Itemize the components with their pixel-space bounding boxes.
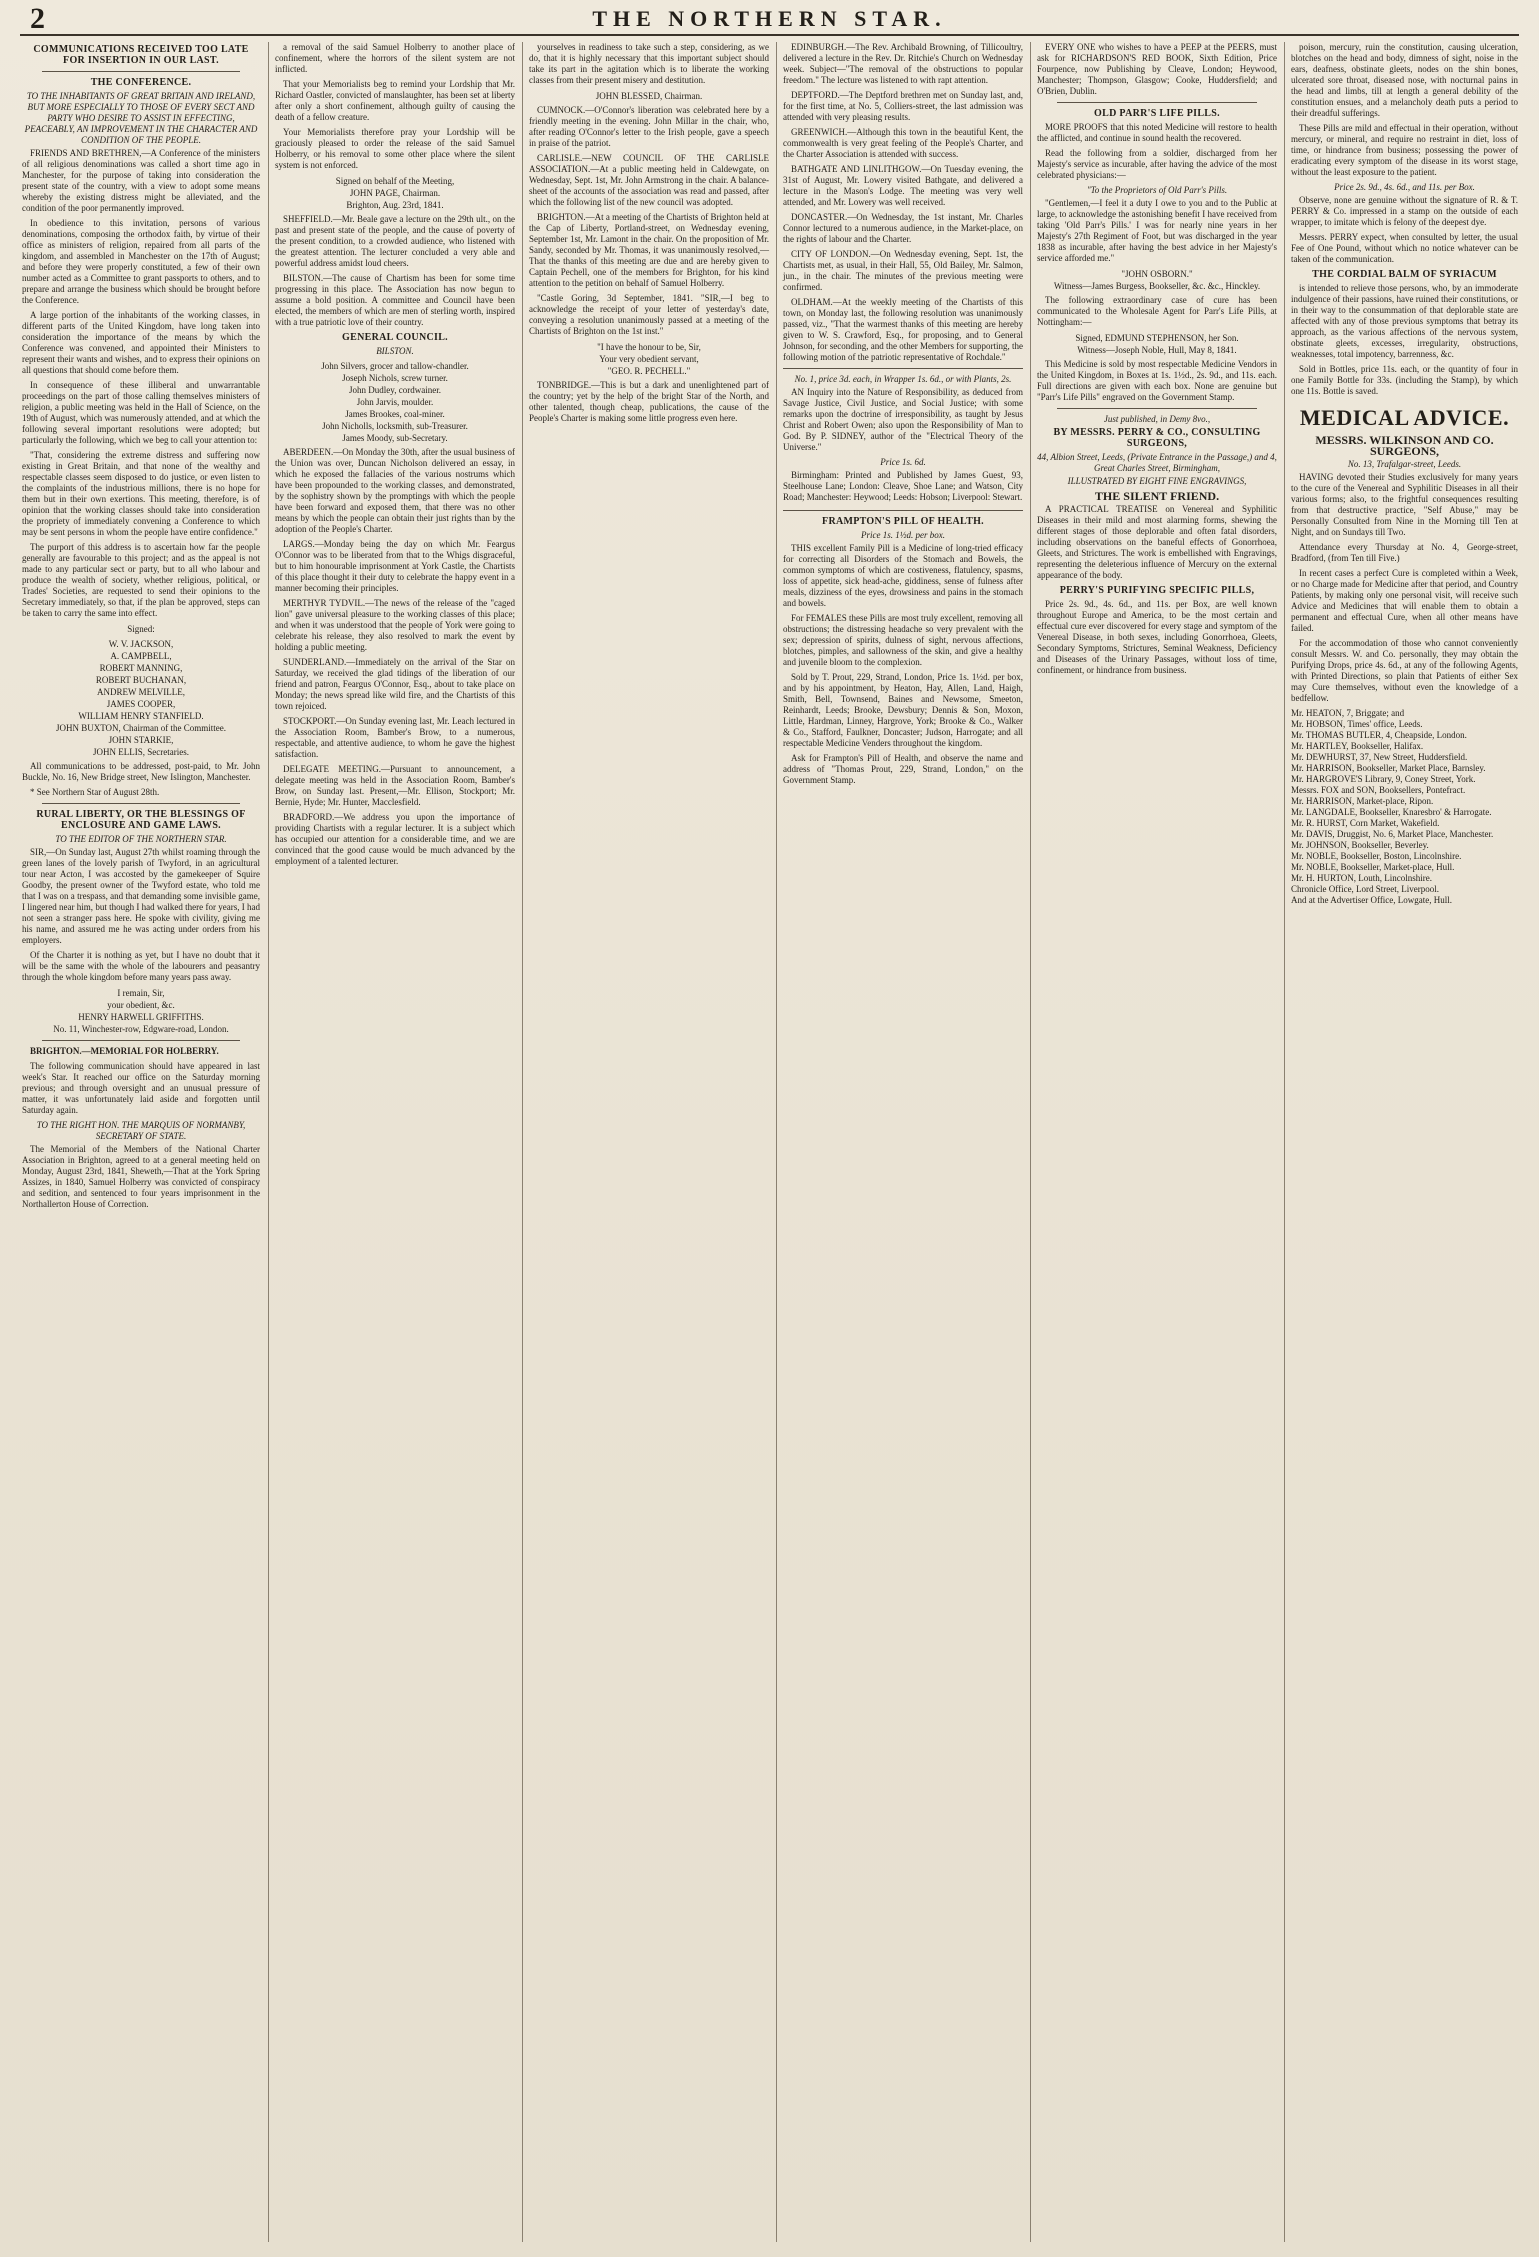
conference-address: TO THE INHABITANTS OF GREAT BRITAIN AND IRELAND, BUT MORE ESPECIALLY TO THOSE OF EVERY SECT AND PARTY WHO DESIRE TO ASSIST IN EFFECTING, PEACEABLY, AN IMPROVEMENT IN THE CHARACTER AND CONDITION OF THE PEOPLE.: [24, 91, 258, 145]
report-delegate-meeting: DELEGATE MEETING.—Pursuant to announcement, a delegate meeting was held in the Association Room, Bamber's Brow, on Sunday last. Present,—Mr. Ellison, Stockport; Mr. Bernie, Hyde; Mr. Hunter, Macclesfield.: [275, 764, 515, 807]
column-1: [22, 42, 266, 2242]
report-carlisle: CARLISLE.—NEW COUNCIL OF THE CARLISLE ASSOCIATION.—At a public meeting held in Caldewgate, on Wednesday, Sept. 1st, Mr. John Armstrong in the chair. A balance-sheet of the accounts of the association was read and passed, after which the following list of the new council was adopted.: [529, 153, 769, 207]
perry-price-line: Price 2s. 9d., 4s. 6d., and 11s. per Box.: [1334, 182, 1475, 192]
pechell-signature: "I have the honour to be, Sir, Your very obedient servant, "GEO. R. PECHELL.": [597, 342, 701, 376]
medical-advice-heading: MEDICAL ADVICE.: [1299, 405, 1510, 430]
cordial-balm-heading: THE CORDIAL BALM OF SYRIACUM: [1312, 269, 1497, 280]
specific-pills-heading: PERRY'S PURIFYING SPECIFIC PILLS,: [1059, 585, 1255, 596]
parr-testimonial: "Gentlemen,—I feel it a duty I owe to you and to the Public at large, to acknowledge the astonishing benefit I have received from taking 'Old Parr's Pills.' I was for nearly nine years in her Majesty's 27th Regiment of Foot, but was discharged in the year 1838 as incurable, after having the best advice in her Majesty's service afforded me.": [1037, 198, 1277, 263]
footnote: * See Northern Star of August 28th.: [30, 787, 160, 797]
book-ad-price: No. 1, price 3d. each, in Wrapper 1s. 6d., or with Plants, 2s.: [794, 374, 1012, 384]
perry-illustrated: ILLUSTRATED BY EIGHT FINE ENGRAVINGS,: [1067, 476, 1247, 486]
article-paragraph: A large portion of the inhabitants of the working classes, in different parts of the United Kingdom, have long taken into consideration the importance of the means by which the Conference was convened, and appointed their Ministers to represent their wants and wishes, and to express their opinions on all questions that should come before them.: [22, 310, 260, 375]
wilkinson-paragraph: HAVING devoted their Studies exclusively for many years to the cure of the Venereal and Syphilitic Diseases in all their various forms; also, to the frightful consequences resulting from that destructive practice, "Self Abuse," may be Personally Consulted from Nine in the Morning till Ten at Night, and on Sundays till Two.: [1291, 472, 1518, 537]
perry-address: 44, Albion Street, Leeds, (Private Entrance in the Passage,) and 4, Great Charles Street, Birmingham,: [1037, 452, 1277, 473]
column-3: [522, 42, 775, 2242]
article-paragraph: In obedience to this invitation, persons of various denominations, composing the orthodox faith, by virtue of their office as ministers of religion, repaired from all parts of the kingdom, and assembled in Manchester on the 17th of August; and before they were properly constituted, a few of their own number acted as a Committee to grant passports to others, and to prepare and arrange the business which should be brought before the Conference.: [22, 218, 260, 305]
masthead: [20, 2, 1519, 36]
council-place: BILSTON.: [376, 346, 414, 356]
parr-paragraph: MORE PROOFS that this noted Medicine will restore to health the afflicted, and continue in sound health the recovered.: [1037, 122, 1277, 143]
red-book-advertisement: EVERY ONE who wishes to have a PEEP at the PEERS, must ask for RICHARDSON'S RED BOOK, Sixth Edition, Price Fourpence, now Publishing by Cleave, London; Heywood, Manchester; Thompson, Glasgow; Cooke, Huddersfield; and O'Brien, Dublin.: [1037, 42, 1277, 96]
wilkinson-paragraph: Attendance every Thursday at No. 4, George-street, Bradford, (from Ten till Five.): [1291, 542, 1518, 563]
frampton-paragraph: THIS excellent Family Pill is a Medicine of long-tried efficacy for correcting all Disorders of the Stomach and Bowels, the common symptoms of which are costiveness, flatulency, spasms, loss of appetite, sick head-ache, giddiness, sense of fulness after meals, dizziness of the eyes, drowsiness and pains in the stomach and bowels.: [783, 543, 1023, 608]
report-bilston: BILSTON.—The cause of Chartism has been for some time progressing in this place. The Association has now begun to assume a bold position. A committee and Council have been elected, the members of which are men of sterling worth, inspired with a true patriotic love of their country.: [275, 273, 515, 327]
article-paragraph: BRIGHTON.—MEMORIAL FOR HOLBERRY.: [30, 1046, 219, 1056]
pechell-letter: "Castle Goring, 3d September, 1841. "SIR,—I beg to acknowledge the receipt of your letter of yesterday's date, conveying a resolution unanimously passed at a meeting of the Chartists of Brighton on the 1st inst.": [529, 293, 769, 336]
rural-heading: RURAL LIBERTY, OR THE BLESSINGS OF ENCLOSURE AND GAME LAWS.: [36, 809, 246, 831]
memorial-address: TO THE RIGHT HON. THE MARQUIS OF NORMANBY, SECRETARY OF STATE.: [36, 1120, 246, 1141]
article-paragraph: The purport of this address is to ascertain how far the people generally are favourable to this project; and as the appeal is not made to any particular sect or party, but to all who labour and produce the wealth of society, whether religious, political, or Trades' Societies, are requested to send their opinions to the Secretary immediately, so that, if the plan be approved, steps can be taken to carry the same into effect.: [22, 542, 260, 618]
silent-friend-paragraph: A PRACTICAL TREATISE on Venereal and Syphilitic Diseases in their mild and most alarming forms, shewing the different stages of those deplorable and often fatal disorders, including observations on the baneful effects of Gonorrhoea, Gleets, and Strictures. The work is embellished with Engravings, representing the deleterious influence of Mercury on the external appearance of the body.: [1037, 504, 1277, 580]
report-bradford: BRADFORD.—We address you upon the importance of providing Chartists with a regular lecturer. It is a subject which has occupied our attention for a considerable time, and we are convinced that the good cause would be much advanced by the employment of a talented lecturer.: [275, 812, 515, 866]
frampton-price: Price 1s. 1½d. per box.: [861, 530, 945, 540]
article-paragraph: Of the Charter it is nothing as yet, but I have no doubt that it will be the same with the whole of the labourers and peasantry through the whole kingdom before many years pass away.: [22, 950, 260, 982]
report-sheffield: SHEFFIELD.—Mr. Beale gave a lecture on the 29th ult., on the past and present state of the people, and the cause of poverty of the present condition, to a crowded audience, who listened with the greatest attention. The lecturer concluded a very able and powerful address amidst loud cheers.: [275, 214, 515, 268]
report-deptford: DEPTFORD.—The Deptford brethren met on Sunday last, and, for the first time, at No. 5, Colliers-street, the last admission was attended with very pleasing results.: [783, 90, 1023, 122]
cordial-balm-paragraph: is intended to relieve those persons, who, by an immoderate indulgence of their passions, have ruined their constitutions, or in their way to the consummation of that deplorable state are affected with any of those previous symptoms that betray its approach, as the various affections of the nervous system, obstinate gleets, excesses, irregularity, obstructions, weaknesses, total impotency, barrenness, &c.: [1291, 283, 1518, 359]
rural-address: TO THE EDITOR OF THE NORTHERN STAR.: [55, 834, 227, 844]
perry-heading: BY MESSRS. PERRY & CO., CONSULTING SURGEONS,: [1053, 427, 1261, 449]
perry-continued: Observe, none are genuine without the signature of R. & T. PERRY & Co. impressed in a stamp on the outside of each wrapper, to imitate which is felony of the deepest dye.: [1291, 195, 1518, 227]
article-paragraph: SIR,—On Sunday last, August 27th whilst roaming through the green lanes of the lovely parish of Twyford, in an agricultural tour near Acton, I was accosted by the gamekeeper of Squire Goodby, the present owner of the Twyford estate, who told me that I was on a trespass, and that demanding some invisible game, I lingered near him, but though I had walked there for years, I had not seen a stranger pass here. He spoke with civility, giving me his name, and assured me he was acting under orders from his employers.: [22, 847, 260, 945]
frampton-paragraph: Sold by T. Prout, 229, Strand, London, Price 1s. 1½d. per box, and by his appointment, by Heaton, Hay, Allen, Land, Haigh, Smith, Bell, Townsend, Baines and Newsome, Smeeton, Reinhardt, Leeds; Brooke, Dewsbury; Dennis & Son, Moxon, Little, Hardman, Linney, Hargrove, York; Brooke & Co., Walker & Co., Stafford, Faulkner, Doncaster; Judson, Harrogate; and all respectable Medicine Venders throughout the kingdom.: [783, 672, 1023, 748]
council-list: John Silvers, grocer and tallow-chandler. Joseph Nichols, screw turner. John Dudley, cordwainer. John Jarvis, moulder. James Brookes, coal-miner. John Nicholls, locksmith, sub-Treasurer. James Moody, sub-Secretary.: [321, 361, 469, 443]
report-doncaster: DONCASTER.—On Wednesday, the 1st instant, Mr. Charles Connor lectured to a numerous audience, in the Market-place, on the rights of labour and the Charter.: [783, 212, 1023, 244]
report-aberdeen: ABERDEEN.—On Monday the 30th, after the usual business of the Union was over, Duncan Nicholson delivered an essay, in which he exposed the fallacies of the various nostrums which have been propounded to the working classes, and demonstrated, by the sophistry shown by the promptings with which the people have been forward and exposed them, that there was no other means by which the people can obtain their just rights than by the adoption of the People's Charter.: [275, 447, 515, 534]
chairman-signature: JOHN BLESSED, Chairman.: [595, 91, 703, 101]
report-tonbridge: TONBRIDGE.—This is but a dark and unenlightened part of the country; yet by the help of the bright Star of the North, and other talented, though cheap, publications, the cause of the People's Charter is making some little progress even here.: [529, 380, 769, 423]
parr-address: "To the Proprietors of Old Parr's Pills.: [1086, 185, 1228, 195]
book-imprint: Birmingham: Printed and Published by James Guest, 93, Steelhouse Lane; London: Cleave, Shoe Lane; and Watson, City Road; Manchester: Heywood; Leeds: Hobson; Liverpool: Stewart.: [783, 470, 1023, 502]
report-merthyr: MERTHYR TYDVIL.—The news of the release of the "caged lion" gave universal pleasure to the working classes of this place; and when it was understood that the people of York were going to celebrate his release, they also resolved to mark the event by holding a public meeting.: [275, 598, 515, 652]
parr-heading: OLD PARR'S LIFE PILLS.: [1094, 108, 1220, 119]
perry-continued: Messrs. PERRY expect, when consulted by letter, the usual Fee of One Pound, without which no notice whatever can be taken of the communication.: [1291, 232, 1518, 264]
article-paragraph: yourselves in readiness to take such a step, considering, as we do, that it is highly necessary that this important subject should take its part in the agitation which is to liberate the working classes from their present misery and destitution.: [529, 42, 769, 85]
page-number: 2: [30, 2, 45, 35]
article-paragraph: That your Memorialists beg to remind your Lordship that Mr. Richard Oastler, convicted of manslaughter, has been set at liberty after only a short confinement, although guilty of causing the death of a fellow creature.: [275, 79, 515, 122]
report-london: CITY OF LONDON.—On Wednesday evening, Sept. 1st, the Chartists met, as usual, in their Hall, 55, Old Bailey, Mr. Salmon, jun., in the chair. The minutes of the previous meeting were confirmed.: [783, 249, 1023, 292]
report-brighton: BRIGHTON.—At a meeting of the Chartists of Brighton held at the Cap of Liberty, Portland-street, on Wednesday evening, September 1st, Mr. Lamont in the chair. On the proposition of Mr. Sandy, seconded by Mr. Thomas, it was unanimously resolved,—That the thanks of this meeting are due and are hereby given to Captain Pechell, one of the members for Brighton, for his kind attention to the petition on behalf of Samuel Holberry.: [529, 212, 769, 288]
signatories: W. V. JACKSON, A. CAMPBELL, ROBERT MANNING, ROBERT BUCHANAN, ANDREW MELVILLE, JAMES COOPER, WILLIAM HENRY STANFIELD. JOHN BUXTON, Chairman of the Committee. JOHN STARKIE, JOHN ELLIS, Secretaries.: [55, 639, 227, 757]
book-ad-text: AN Inquiry into the Nature of Responsibility, as deduced from Savage Justice, Civil Justice, and Social Justice; with some remarks upon the doctrine of irresponsibility, as taught by Jesus Christ and Robert Owen; also upon the Responsibility of Man to God. By P. SIDNEY, author of the "Electrical Theory of the Universe.": [783, 387, 1023, 452]
column-5: [1030, 42, 1283, 2242]
perry-continued: poison, mercury, ruin the constitution, causing ulceration, blotches on the head and body, dimness of sight, noise in the ears, deafness, obstinate gleets, nodes on the shin bones, ulcerated sore throat, diseased nose, with nocturnal pains in the head and limbs, till at length a general debility of the constitution ensues, and a melancholy death puts a period to their dreadful sufferings.: [1291, 42, 1518, 118]
wilkinson-address: No. 13, Trafalgar-street, Leeds.: [1347, 459, 1462, 469]
perry-continued: These Pills are mild and effectual in their operation, without mercury, or mineral, and require no restraint in diet, loss of time, or hindrance from business; possessing the power of eradicating every symptom of the disease in its worst stage, without the least exposure to the patient.: [1291, 123, 1518, 177]
parr-paragraph: The following extraordinary case of cure has been communicated to the Wholesale Agent for Parr's Life Pills, at Nottingham:—: [1037, 295, 1277, 327]
wilkinson-paragraph: In recent cases a perfect Cure is completed within a Week, or no Charge made for Medicine after that period, and Country Patients, by making only one personal visit, will receive such Advice and Medicines that will enable them to obtain a permanent and effectual Cure, when all other means have failed.: [1291, 568, 1518, 633]
divider: [42, 71, 240, 72]
report-stockport: STOCKPORT.—On Sunday evening last, Mr. Leach lectured in the Association Room, Bamber's Brow, to a numerous, respectable, and attentive audience, to whom he gave the highest satisfaction.: [275, 716, 515, 759]
specific-pills-paragraph: Price 2s. 9d., 4s. 6d., and 11s. per Box, are well known throughout Europe and America, to be the most certain and effectual cure ever discovered for every stage and symptom of the Venereal Disease, in both sexes, including Gonorrhoea, Gleets, Secondary Symptoms, Strictures, Seminal Weakness, Deficiency and Diseases of the Urinary Passages, without loss of time, confinement, or hindrance from business.: [1037, 599, 1277, 675]
paper-title: THE NORTHERN STAR.: [592, 6, 947, 31]
article-paragraph: The following communication should have appeared in last week's Star. It reached our office on the Saturday morning previous; and through oversight and an unusual pressure of matter, it was unfortunately laid aside and forgotten until Saturday again.: [22, 1061, 260, 1115]
frampton-paragraph: For FEMALES these Pills are most truly excellent, removing all obstructions; the distressing headache so very prevalent with the sex; depression of spirits, dulness of sight, nervous affections, blotches, pimples, and sallowness of the skin, and give a healthy and juvenile bloom to the complexion.: [783, 613, 1023, 667]
cordial-balm-paragraph: Sold in Bottles, price 11s. each, or the quantity of four in one Family Bottle for 33s. (including the Stamp), by which one 11s. Bottle is saved.: [1291, 364, 1518, 396]
report-oldham: OLDHAM.—At the weekly meeting of the Chartists of this town, on Monday last, the following resolution was unanimously passed, viz., "That the warmest thanks of this meeting are hereby given to W. S. Crawford, Esq., for proposing, and to General Johnson, for seconding, and the other Members for supporting, the following motion of the patriotic representative of Rochdale.": [783, 297, 1023, 362]
article-paragraph: The Memorial of the Members of the National Charter Association in Brighton, agreed to at a general meeting held on Monday, August 23rd, 1841, Sheweth,—That at the York Spring Assizes, in 1840, Samuel Holberry was convicted of conspiracy and sedition, and sentenced to four years imprisonment in the Northallerton House of Correction.: [22, 1144, 260, 1209]
frampton-heading: FRAMPTON'S PILL OF HEALTH.: [822, 516, 984, 527]
article-paragraph: a removal of the said Samuel Holberry to another place of confinement, where the horrors of the silent system are not inflicted.: [275, 42, 515, 74]
frampton-paragraph: Ask for Frampton's Pill of Health, and observe the name and address of "Thomas Prout, 229, Strand, London," on the Government Stamp.: [783, 753, 1023, 785]
column-2: [268, 42, 521, 2242]
report-cumnock: CUMNOCK.—O'Connor's liberation was celebrated here by a friendly meeting in the evening. John Millar in the chair, who, after reading O'Connor's letter to the Irish people, gave a speech in praise of the patriot.: [529, 105, 769, 148]
report-sunderland: SUNDERLAND.—Immediately on the arrival of the Star on Saturday, we received the glad tidings of the liberation of our friend and patron, Feargus O'Connor, Esq., about to take place on Monday; the news spread like wild fire, and the Chartists of this town rejoiced.: [275, 657, 515, 711]
report-bathgate: BATHGATE AND LINLITHGOW.—On Tuesday evening, the 31st of August, Mr. Lowery visited Bathgate, and delivered a lecture in the Mason's Lodge. The meeting was very well attended, and Mr. Lowery was well received.: [783, 164, 1023, 207]
column-6: [1284, 42, 1518, 2242]
columns: [22, 42, 1517, 2242]
wilkinson-paragraph: For the accommodation of those who cannot conveniently consult Messrs. W. and Co. personally, they may obtain the Purifying Drops, price 4s. 6d., at any of the following Agents, with Printed Directions, so plain that Patients of either Sex may Cure themselves, without even the knowledge of a bedfellow.: [1291, 638, 1518, 703]
divider: [42, 803, 240, 804]
wilkinson-heading: MESSRS. WILKINSON AND CO. SURGEONS,: [1315, 433, 1494, 458]
article-paragraph: FRIENDS AND BRETHREN,—A Conference of the ministers of all religious denominations was called a short time ago in Manchester, for the purpose of taking into consideration the present state of the country, with a view to adopt some means whereby the existing distress might be alleviated, and the condition of the poor permanently improved.: [22, 148, 260, 213]
silent-friend-heading: THE SILENT FRIEND.: [1094, 489, 1220, 503]
report-largs: LARGS.—Monday being the day on which Mr. Feargus O'Connor was to be liberated from that to the Whigs disgraceful, but to him honourable imprisonment at York Castle, the Chartists of this place thought it their duty to celebrate the happy event in a manner becoming their principles.: [275, 539, 515, 593]
divider: [1057, 408, 1257, 409]
memorial-signature: Signed on behalf of the Meeting, JOHN PAGE, Chairman. Brighton, Aug. 23rd, 1841.: [335, 176, 455, 210]
report-edinburgh: EDINBURGH.—The Rev. Archibald Browning, of Tillicoultry, delivered a lecture in the Rev. Dr. Ritchie's Church on Wednesday week. Subject—"The removal of the obstructions to popular freedom." The lecture was listened to with rapt attention.: [783, 42, 1023, 85]
signed-label: Signed:: [127, 624, 155, 634]
report-greenwich: GREENWICH.—Although this town in the beautiful Kent, the commonwealth is very great feeling of the People's Charter, and the Charter Association is attended with success.: [783, 127, 1023, 159]
footnote: All communications to be addressed, post-paid, to Mr. John Buckle, No. 16, New Bridge street, New Islington, Manchester.: [22, 761, 260, 782]
conference-heading: THE CONFERENCE.: [90, 77, 192, 88]
parr-signature: "JOHN OSBORN." Witness—James Burgess, Bookseller, &c. &c., Hinckley.: [1053, 269, 1261, 291]
parr-paragraph: Read the following from a soldier, discharged from her Majesty's service as incurable, after having the advice of the most celebrated physicians:—: [1037, 148, 1277, 180]
divider: [1057, 102, 1257, 103]
perry-published: Just published, in Demy 8vo.,: [1103, 414, 1211, 424]
article-paragraph: Your Memorialists therefore pray your Lordship will be graciously pleased to order the release of the said Samuel Holberry, or his removal to some other place where the silent system is not enforced.: [275, 127, 515, 170]
notice-heading: COMMUNICATIONS RECEIVED TOO LATE FOR INSERTION IN OUR LAST.: [33, 44, 249, 66]
resolution-quote: "That, considering the extreme distress and suffering now existing in Great Britain, and that none of the wealthy and respectable classes seem disposed to do justice, or even listen to the complaints of the industrious millions, there is no hope for them but in their own exertions. This meeting, therefore, is of opinion that the working classes should take into consideration the propriety of immediately convening a Conference to which may be sent persons in whom the people have entire confidence.": [22, 450, 260, 537]
divider: [42, 1040, 240, 1041]
book-advertisement: [783, 368, 1023, 511]
article-paragraph: In consequence of these illiberal and unwarrantable proceedings on the part of those calling themselves ministers of religion, a public meeting was held in the Hall of Science, on the 19th of August, which was numerously attended, and at which the following several important resolutions were adopted; but particularly the following, which we beg to call your attention to:: [22, 380, 260, 445]
letter-signature: I remain, Sir, your obedient, &c. HENRY HARWELL GRIFFITHS. No. 11, Winchester-row, Edgware-road, London.: [53, 988, 229, 1034]
parr-paragraph: This Medicine is sold by most respectable Medicine Vendors in the United Kingdom, in Boxes at 1s. 1½d., 2s. 9d., and 11s. each. Full directions are given with each box. None are genuine but "Parr's Life Pills" engraved on the Government Stamp.: [1037, 359, 1277, 402]
book-price: Price 1s. 6d.: [880, 457, 926, 467]
council-heading: GENERAL COUNCIL.: [342, 332, 448, 343]
column-4: [776, 42, 1029, 2242]
parr-signature-2: Signed, EDMUND STEPHENSON, her Son. Witness—Joseph Noble, Hull, May 8, 1841.: [1075, 333, 1239, 355]
agents-list: Mr. HEATON, 7, Briggate; and Mr. HOBSON, Times' office, Leeds. Mr. THOMAS BUTLER, 4, Cheapside, London. Mr. HARTLEY, Bookseller, Halifax. Mr. DEWHURST, 37, New Street, Huddersfield. Mr. HARRISON, Bookseller, Market Place, Barnsley. Mr. HARGROVE'S Library, 9, Coney Street, York. Messrs. FOX and SON, Booksellers, Pontefract. Mr. HARRISON, Market-place, Ripon. Mr. LANGDALE, Bookseller, Knaresbro' & Harrogate. Mr. R. HURST, Corn Market, Wakefield. Mr. DAVIS, Druggist, No. 6, Market Place, Manchester. Mr. JOHNSON, Bookseller, Beverley. Mr. NOBLE, Bookseller, Boston, Lincolnshire. Mr. NOBLE, Bookseller, Market-place, Hull. Mr. H. HURTON, Louth, Lincolnshire. Chronicle Office, Lord Street, Liverpool. And at the Advertiser Office, Lowgate, Hull.: [1291, 708, 1494, 905]
